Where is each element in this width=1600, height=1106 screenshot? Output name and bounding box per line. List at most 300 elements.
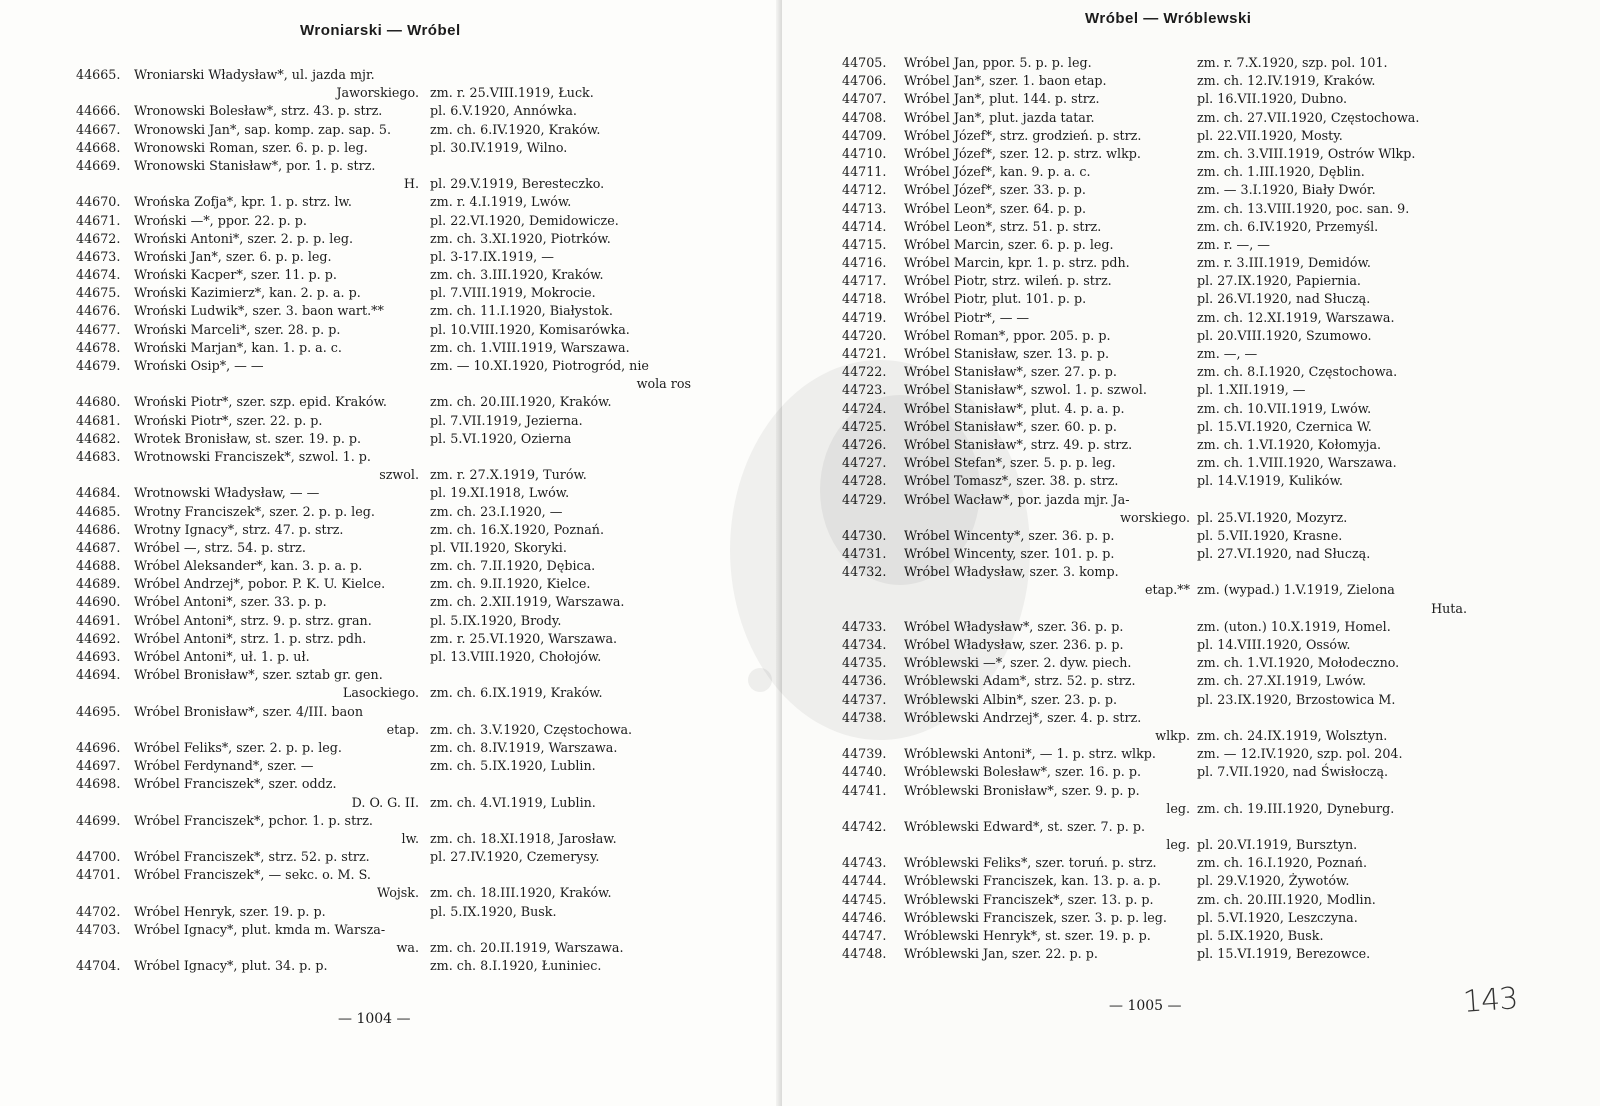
entry-number: 44668.	[76, 139, 121, 155]
entry-description: Wróbel Franciszek*, pchor. 1. p. strz.	[134, 812, 373, 828]
entry-line	[76, 430, 716, 448]
entry-line	[76, 266, 716, 284]
entry-line	[76, 794, 716, 812]
entry-description: Wroniarski Władysław*, ul. jazda mjr.	[134, 67, 375, 82]
entry-row	[842, 691, 1532, 709]
entry-number: 44737.	[842, 691, 887, 707]
entry-row	[842, 745, 1532, 763]
entry-number: 44687.	[76, 539, 121, 555]
entry-number: 44712.	[842, 182, 887, 198]
entry-line	[76, 684, 716, 702]
entry-description-continuation: Wojsk.	[377, 885, 419, 901]
entry-number: 44698.	[76, 776, 121, 792]
entry-line	[842, 782, 1532, 800]
entry-description: Wróbel Jan*, szer. 1. baon etap.	[904, 73, 1107, 89]
entry-number: 44738.	[842, 709, 887, 725]
entry-line	[76, 448, 716, 466]
entry-description-continuation: wlkp.	[1155, 727, 1190, 743]
entry-number: 44734.	[842, 637, 887, 652]
entry-line	[842, 290, 1532, 308]
entry-row	[842, 672, 1532, 690]
entry-line	[76, 321, 716, 339]
entry-death-continuation: wola ros	[636, 376, 691, 392]
entry-row	[842, 345, 1532, 363]
entry-row	[76, 121, 716, 139]
left-page	[0, 0, 782, 1106]
entry-number: 44706.	[842, 73, 887, 89]
entry-row	[76, 957, 716, 975]
entry-row	[842, 891, 1532, 909]
entry-description: Wronowski Jan*, sap. komp. zap. sap. 5.	[134, 121, 391, 137]
entry-number: 44718.	[842, 291, 887, 307]
entry-line	[842, 800, 1532, 818]
entry-description: Wrotny Ignacy*, strz. 47. p. strz.	[134, 521, 344, 537]
entry-line	[76, 66, 716, 84]
entry-line	[76, 848, 716, 866]
entry-description: Wróbel Antoni*, uł. 1. p. uł.	[134, 649, 310, 664]
entry-number: 44717.	[842, 273, 887, 289]
page-header-right: Wróbel — Wróblewski	[1085, 10, 1252, 27]
entry-number: 44739.	[842, 746, 887, 762]
entry-number: 44671.	[76, 212, 121, 228]
entry-description: Wróbel Franciszek*, szer. oddz.	[134, 776, 337, 792]
entry-number: 44676.	[76, 303, 121, 319]
entry-row	[842, 236, 1532, 254]
entry-line	[842, 563, 1532, 581]
entry-number: 44669.	[76, 157, 121, 173]
entry-death-record: zm. ch. 11.I.1920, Białystok.	[430, 303, 613, 319]
entry-row	[842, 309, 1532, 327]
entry-description: Wroński Kazimierz*, kan. 2. p. a. p.	[134, 285, 361, 301]
entry-number: 44711.	[842, 164, 887, 180]
entry-line	[842, 109, 1532, 127]
entry-line	[76, 739, 716, 757]
entry-line	[76, 903, 716, 921]
entry-death-record: pl. 27.IX.1920, Papiernia.	[1197, 273, 1361, 289]
entry-death-record: zm. ch. 16.X.1920, Poznań.	[430, 521, 605, 537]
entry-number: 44747.	[842, 928, 887, 943]
entry-description: Wróbel Bronisław*, szer. sztab gr. gen.	[134, 667, 383, 683]
entry-death-record: zm. ch. 1.VIII.1920, Warszawa.	[1197, 455, 1397, 471]
entry-line	[842, 854, 1532, 872]
entry-row	[76, 703, 716, 739]
entry-number: 44682.	[76, 430, 121, 446]
entry-death-record: pl. 15.VI.1920, Czernica W.	[1197, 418, 1372, 434]
entry-death-record: zm. ch. 8.I.1920, Częstochowa.	[1197, 364, 1398, 380]
entry-description-continuation: worskiego.	[1120, 509, 1190, 525]
entry-death-record: pl. 5.IX.1920, Brody.	[430, 612, 562, 628]
entry-line	[842, 509, 1532, 527]
entry-description: Wróbel Leon*, strz. 51. p. strz.	[904, 218, 1102, 234]
entry-description: Wróbel Józef*, strz. grodzień. p. strz.	[904, 127, 1142, 143]
entry-description: Wroński Jan*, szer. 6. p. p. leg.	[134, 248, 332, 264]
entry-number: 44672.	[76, 230, 121, 246]
entry-number: 44697.	[76, 758, 121, 774]
entry-line	[76, 484, 716, 502]
entry-number: 44689.	[76, 576, 121, 592]
entry-line	[76, 284, 716, 302]
entry-line	[76, 703, 716, 721]
entry-line	[842, 654, 1532, 672]
entry-description: Wróblewski —*, szer. 2. dyw. piech.	[904, 655, 1132, 671]
entry-line	[842, 181, 1532, 199]
entry-death-record: pl. 14.VIII.1920, Ossów.	[1197, 637, 1351, 652]
entry-description: Wróblewski Bolesław*, szer. 16. p. p.	[904, 764, 1141, 780]
entry-line	[842, 818, 1532, 836]
entry-number: 44680.	[76, 394, 121, 410]
entry-description: Wróbel Stanisław*, plut. 4. p. a. p.	[904, 400, 1125, 416]
entry-description: Wróbel Wincenty*, szer. 36. p. p.	[904, 527, 1115, 543]
entry-description: Wróblewski Bronisław*, szer. 9. p. p.	[904, 782, 1140, 798]
entry-death-record: pl. VII.1920, Skoryki.	[430, 539, 567, 555]
entry-line	[76, 503, 716, 521]
entry-number: 44714.	[842, 218, 887, 234]
handwritten-annotation: 143	[1461, 981, 1519, 1020]
entry-number: 44746.	[842, 909, 887, 925]
entry-death-record: zm. ch. 24.IX.1919, Wolsztyn.	[1197, 727, 1388, 743]
entry-line	[842, 836, 1532, 854]
entry-description-continuation: leg.	[1166, 800, 1190, 816]
entry-row	[842, 545, 1532, 563]
entry-death-record: zm. ch. 6.IV.1920, Kraków.	[430, 121, 601, 137]
entry-line	[76, 775, 716, 793]
entry-row	[76, 539, 716, 557]
entry-death-record: pl. 1.XII.1919, —	[1197, 382, 1306, 398]
entry-description: Wróbel Leon*, szer. 64. p. p.	[904, 200, 1087, 216]
entry-number: 44666.	[76, 103, 121, 119]
entry-line	[842, 691, 1532, 709]
entry-description: Wróblewski Franciszek, szer. 3. p. p. leg.	[904, 909, 1167, 925]
entry-row	[76, 593, 716, 611]
entry-line	[76, 593, 716, 611]
entry-line	[842, 636, 1532, 654]
entry-line	[842, 236, 1532, 254]
entry-death-record: zm. ch. 9.II.1920, Kielce.	[430, 576, 591, 592]
entry-death-record: zm. r. 25.VI.1920, Warszawa.	[430, 630, 618, 646]
entry-line	[76, 921, 716, 939]
entry-row	[842, 181, 1532, 199]
entry-description: Wróbel Wacław*, por. jazda mjr. Ja-	[904, 491, 1130, 507]
entry-line	[76, 212, 716, 230]
entry-line	[76, 721, 716, 739]
page-header-left: Wroniarski — Wróbel	[300, 22, 461, 39]
entry-number: 44703.	[76, 921, 121, 937]
entry-number: 44673.	[76, 248, 121, 264]
right-page	[782, 0, 1600, 1106]
entry-row	[842, 418, 1532, 436]
entry-death-record: zm. r. 3.III.1919, Demidów.	[1197, 255, 1371, 271]
entry-death-record: zm. ch. 12.XI.1919, Warszawa.	[1197, 309, 1395, 325]
entry-death-record: zm. ch. 6.IV.1920, Przemyśl.	[1197, 218, 1379, 234]
entry-description: Wróblewski Franciszek*, szer. 13. p. p.	[904, 891, 1154, 907]
entry-description: Wróbel Stanisław, szer. 13. p. p.	[904, 346, 1110, 361]
page-number-left: — 1004 —	[338, 1011, 411, 1027]
entry-death-record: zm. ch. 6.IX.1919, Kraków.	[430, 685, 603, 701]
entry-number: 44741.	[842, 782, 887, 798]
entry-row	[842, 945, 1532, 963]
entry-row	[76, 666, 716, 702]
entry-description: Wroński Kacper*, szer. 11. p. p.	[134, 267, 337, 283]
entry-line	[842, 327, 1532, 345]
entry-description-continuation: wa.	[396, 940, 419, 955]
entry-death-record: pl. 13.VIII.1920, Chołojów.	[430, 649, 602, 664]
entry-line	[842, 454, 1532, 472]
entry-number: 44715.	[842, 236, 887, 252]
entry-description: Wronowski Bolesław*, strz. 43. p. strz.	[134, 103, 383, 119]
entry-row	[842, 290, 1532, 308]
entry-description: Wróbel Feliks*, szer. 2. p. p. leg.	[134, 739, 342, 755]
entry-death-record: pl. 30.IV.1919, Wilno.	[430, 139, 568, 155]
entry-number: 44729.	[842, 491, 887, 507]
entry-line	[842, 436, 1532, 454]
entry-row	[76, 903, 716, 921]
entry-description: Wróbel Wincenty, szer. 101. p. p.	[904, 546, 1115, 562]
entry-row	[842, 272, 1532, 290]
entry-row	[842, 527, 1532, 545]
entry-number: 44683.	[76, 448, 121, 464]
entry-row	[76, 139, 716, 157]
entry-number: 44733.	[842, 618, 887, 634]
entry-row	[76, 357, 716, 393]
entries-list-right	[842, 54, 1532, 963]
entry-line	[76, 630, 716, 648]
entry-row	[76, 648, 716, 666]
entry-row	[842, 381, 1532, 399]
entry-line	[842, 309, 1532, 327]
entry-row	[76, 321, 716, 339]
entry-death-record: pl. 22.VI.1920, Demidowicze.	[430, 212, 619, 228]
entry-description-continuation: etap.	[386, 721, 419, 737]
entry-line	[842, 491, 1532, 509]
entry-line	[76, 957, 716, 975]
entry-number: 44735.	[842, 655, 887, 671]
entry-death-record: zm. ch. 18.III.1920, Kraków.	[430, 885, 612, 901]
entry-row	[842, 927, 1532, 945]
entry-number: 44730.	[842, 527, 887, 543]
entry-description-continuation: Jaworskiego.	[336, 85, 419, 101]
entry-death-record: zm. (wypad.) 1.V.1919, Zielona	[1197, 582, 1395, 598]
entry-number: 44693.	[76, 649, 121, 664]
entry-number: 44710.	[842, 145, 887, 161]
entry-number: 44725.	[842, 418, 887, 434]
entry-row	[842, 618, 1532, 636]
entry-description: Wroński Piotr*, szer. 22. p. p.	[134, 412, 323, 428]
entry-line	[842, 763, 1532, 781]
entry-line	[842, 727, 1532, 745]
entry-row	[842, 491, 1532, 527]
entry-description: Wróbel Władysław, szer. 3. komp.	[904, 564, 1119, 580]
entry-row	[76, 230, 716, 248]
entry-description: Wróbel Stanisław*, szer. 60. p. p.	[904, 418, 1117, 434]
entry-number: 44686.	[76, 521, 121, 537]
entry-number: 44701.	[76, 867, 121, 883]
entry-number: 44742.	[842, 818, 887, 834]
entry-description: Wróbel Jan*, plut. 144. p. strz.	[904, 91, 1100, 107]
entry-line	[842, 272, 1532, 290]
entry-number: 44691.	[76, 612, 121, 628]
entry-row	[842, 472, 1532, 490]
entry-number: 44692.	[76, 630, 121, 646]
entry-description: Wróbel Władysław*, szer. 36. p. p.	[904, 618, 1124, 634]
entry-number: 44694.	[76, 667, 121, 683]
entry-number: 44736.	[842, 673, 887, 689]
entry-row	[76, 557, 716, 575]
entry-description: Wroński Marjan*, kan. 1. p. a. c.	[134, 339, 342, 355]
entry-number: 44667.	[76, 121, 121, 137]
entry-death-record: zm. ch. 1.VI.1920, Kołomyja.	[1197, 436, 1382, 452]
entry-line	[842, 709, 1532, 727]
entry-line	[842, 218, 1532, 236]
entry-line	[76, 648, 716, 666]
entry-row	[76, 412, 716, 430]
entry-death-record: zm. ch. 1.III.1920, Dęblin.	[1197, 164, 1365, 180]
entry-line	[76, 302, 716, 320]
entry-description: Wronowski Stanisław*, por. 1. p. strz.	[134, 157, 376, 173]
entry-line	[842, 90, 1532, 108]
entry-description: Wróbel Józef*, kan. 9. p. a. c.	[904, 164, 1091, 180]
entry-line	[842, 54, 1532, 72]
entry-line	[842, 418, 1532, 436]
entry-description: Wróbel Piotr*, — —	[904, 309, 1030, 325]
entry-death-continuation: Huta.	[1431, 600, 1467, 616]
entry-line	[76, 757, 716, 775]
entry-line	[76, 157, 716, 175]
entry-line	[76, 539, 716, 557]
entries-list-left	[76, 66, 716, 975]
entry-death-record: zm. ch. 7.II.1920, Dębica.	[430, 558, 596, 574]
entry-line	[76, 121, 716, 139]
entry-number: 44720.	[842, 327, 887, 343]
entry-line	[76, 339, 716, 357]
entry-line	[76, 666, 716, 684]
entry-description: Wrotnowski Franciszek*, szwol. 1. p.	[134, 448, 371, 464]
entry-line	[76, 884, 716, 902]
entry-description: Wróbel Henryk, szer. 19. p. p.	[134, 903, 326, 919]
entry-line	[842, 945, 1532, 963]
entry-death-record: zm. ch. 12.IV.1919, Kraków.	[1197, 73, 1376, 89]
entry-description: Wroński Ludwik*, szer. 3. baon wart.**	[134, 303, 384, 319]
entry-number: 44700.	[76, 849, 121, 865]
entry-number: 44743.	[842, 855, 887, 871]
entry-line	[842, 909, 1532, 927]
entry-row	[842, 454, 1532, 472]
entry-death-record: pl. 25.VI.1920, Mozyrz.	[1197, 509, 1348, 525]
entry-description-continuation: etap.**	[1144, 582, 1190, 598]
entry-number: 44716.	[842, 255, 887, 271]
entry-death-record: zm. — 10.XI.1920, Piotrogród, nie	[430, 358, 649, 373]
entry-number: 44699.	[76, 812, 121, 828]
entry-description: Wróblewski Franciszek, kan. 13. p. a. p.	[904, 873, 1161, 889]
entry-row	[76, 448, 716, 484]
entry-death-record: zm. ch. 20.III.1920, Modlin.	[1197, 891, 1376, 907]
entry-description: Wróbel Ignacy*, plut. kmda m. Warsza-	[134, 921, 386, 937]
entry-description: Wróbel Stanisław*, szwol. 1. p. szwol.	[904, 382, 1147, 398]
entry-line	[76, 230, 716, 248]
entry-death-record: pl. 20.VIII.1920, Szumowo.	[1197, 327, 1372, 343]
entry-row	[76, 484, 716, 502]
entry-death-record: zm. r. 7.X.1920, szp. pol. 101.	[1197, 55, 1388, 70]
entry-row	[842, 909, 1532, 927]
entry-row	[842, 163, 1532, 181]
entry-line	[842, 381, 1532, 399]
entry-number: 44713.	[842, 200, 887, 216]
entry-line	[76, 466, 716, 484]
entry-death-record: zm. — 12.IV.1920, szp. pol. 204.	[1197, 746, 1403, 762]
entry-number: 44721.	[842, 346, 887, 361]
entry-death-record: pl. 7.VII.1919, Jezierna.	[430, 412, 583, 428]
entry-death-record: pl. 7.VII.1920, nad Świsłoczą.	[1197, 764, 1389, 780]
entry-row	[842, 127, 1532, 145]
entry-row	[842, 145, 1532, 163]
page-number-right: — 1005 —	[1109, 998, 1182, 1014]
entry-line	[842, 345, 1532, 363]
entry-death-record: zm. ch. 16.I.1920, Poznań.	[1197, 855, 1367, 871]
entry-description: Wroński Osip*, — —	[134, 358, 264, 373]
entry-description: Wróbel Antoni*, strz. 1. p. strz. pdh.	[134, 630, 367, 646]
entry-death-record: pl. 26.VI.1920, nad Słuczą.	[1197, 291, 1371, 307]
entry-description: Wroński Piotr*, szer. szp. epid. Kraków.	[134, 394, 387, 410]
entry-description: Wróbel Antoni*, szer. 33. p. p.	[134, 594, 327, 610]
entry-number: 44732.	[842, 564, 887, 580]
entry-number: 44724.	[842, 400, 887, 416]
entry-description: Wróbel Stefan*, szer. 5. p. p. leg.	[904, 455, 1116, 471]
entry-death-record: zm. r. 4.I.1919, Lwów.	[430, 194, 572, 210]
entry-row	[842, 654, 1532, 672]
entry-row	[842, 636, 1532, 654]
entry-description-continuation: lw.	[401, 830, 419, 846]
entry-description: Wróblewski Henryk*, st. szer. 19. p. p.	[904, 928, 1151, 943]
entry-line	[76, 102, 716, 120]
entry-death-record: zm. ch. 18.XI.1918, Jarosław.	[430, 830, 617, 846]
entry-death-record: zm. r. 25.VIII.1919, Łuck.	[430, 85, 594, 101]
entry-row	[76, 157, 716, 193]
entry-line	[76, 866, 716, 884]
entry-death-record: zm. ch. 27.VII.1920, Częstochowa.	[1197, 109, 1420, 125]
entry-death-record: zm. ch. 3.V.1920, Częstochowa.	[430, 721, 633, 737]
entry-number: 44665.	[76, 67, 121, 82]
entry-description: Wróbel —, strz. 54. p. strz.	[134, 539, 306, 555]
entry-line	[842, 581, 1532, 599]
entry-death-record: zm. ch. 13.VIII.1920, poc. san. 9.	[1197, 200, 1410, 216]
entry-death-record: zm. (uton.) 10.X.1919, Homel.	[1197, 618, 1391, 634]
entry-death-record: zm. ch. 2.XII.1919, Warszawa.	[430, 594, 625, 610]
entry-description: Wróbel Marcin, kpr. 1. p. strz. pdh.	[904, 255, 1130, 271]
entry-death-record: pl. 23.IX.1920, Brzostowica M.	[1197, 691, 1396, 707]
entry-row	[842, 327, 1532, 345]
entry-line	[842, 254, 1532, 272]
entry-row	[842, 709, 1532, 745]
entry-description: Wróbel Stanisław*, szer. 27. p. p.	[904, 364, 1117, 380]
entry-line	[842, 472, 1532, 490]
entry-number: 44685.	[76, 503, 121, 519]
entry-row	[842, 854, 1532, 872]
entry-number: 44728.	[842, 473, 887, 489]
entry-description: Wróblewski Edward*, st. szer. 7. p. p.	[904, 818, 1146, 834]
entry-row	[76, 503, 716, 521]
entry-number: 44731.	[842, 546, 887, 562]
entry-description-continuation: D. O. G. II.	[351, 794, 419, 810]
entry-description: Wrotny Franciszek*, szer. 2. p. p. leg.	[134, 503, 375, 519]
entry-row	[842, 218, 1532, 236]
entry-death-record: zm. ch. 8.I.1920, Łuniniec.	[430, 958, 602, 974]
entry-death-record: pl. 16.VII.1920, Dubno.	[1197, 91, 1348, 107]
entry-line	[842, 363, 1532, 381]
entry-description: Wróbel Tomasz*, szer. 38. p. strz.	[904, 473, 1119, 489]
entry-row	[76, 248, 716, 266]
entry-row	[76, 575, 716, 593]
entry-description: Wróbel Aleksander*, kan. 3. p. a. p.	[134, 558, 363, 574]
entry-line	[842, 163, 1532, 181]
